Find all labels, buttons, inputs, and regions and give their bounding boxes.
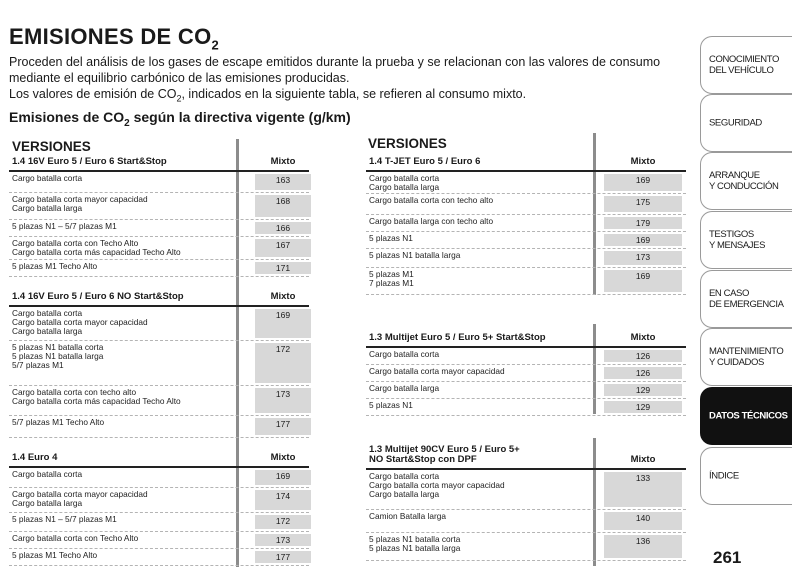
version-label: Cargo batalla larga <box>369 383 440 393</box>
version-label: Cargo batalla corta Cargo batalla corta mayor capacidad Cargo batalla larga <box>369 471 505 499</box>
version-label: 5 plazas N1 <box>369 233 413 243</box>
sidebar-tab-label: SEGURIDAD <box>709 117 762 129</box>
table-row <box>9 237 309 260</box>
co2-value: 163 <box>255 174 311 190</box>
version-label: Camion Batalla larga <box>369 511 447 521</box>
co2-value: 171 <box>255 262 311 274</box>
sidebar-tab-label: EN CASO DE EMERGENCIA <box>709 288 784 310</box>
table-row <box>366 249 686 268</box>
tab-indice[interactable] <box>700 447 792 505</box>
mixto-column-header: Mixto <box>270 156 296 167</box>
co2-value: 174 <box>255 490 311 510</box>
table-header <box>366 325 686 348</box>
version-label: 5/7 plazas M1 Techo Alto <box>12 417 105 427</box>
co2-value: 129 <box>604 384 682 396</box>
version-label: 5 plazas N1 – 5/7 plazas M1 <box>12 514 117 524</box>
table-row <box>366 510 686 533</box>
engine-version-name: 1.4 Euro 4 <box>12 452 58 463</box>
version-label: Cargo batalla corta <box>12 469 83 479</box>
table-row <box>9 386 309 416</box>
tab-datos-tecnicos[interactable] <box>700 387 792 445</box>
table-row <box>366 365 686 382</box>
emissions-table <box>9 287 309 438</box>
sidebar-tab-label: CONOCIMIENTO DEL VEHÍCULO <box>709 54 779 76</box>
mixto-column-header: Mixto <box>270 452 296 463</box>
table-row <box>366 215 686 232</box>
tab-mantenimiento-cuidados[interactable] <box>700 328 792 386</box>
co2-value: 133 <box>604 472 682 507</box>
version-label: Cargo batalla corta con Techo Alto <box>12 533 139 543</box>
table-row <box>9 468 309 488</box>
emissions-table <box>366 149 686 295</box>
page-number: 261 <box>713 548 742 567</box>
intro-text <box>9 54 699 107</box>
co2-value: 126 <box>604 367 682 379</box>
section-subtitle: Emisiones de $CO_2$ según la directiva vigente (g/km) <box>9 109 351 129</box>
co2-value: 129 <box>604 401 682 413</box>
co2-value: 172 <box>255 515 311 529</box>
version-label: Cargo batalla corta con techo alto <box>369 195 494 205</box>
tab-seguridad[interactable] <box>700 94 792 152</box>
sidebar-tab-label: ARRANQUE Y CONDUCCIÓN <box>709 170 779 192</box>
co2-value: 173 <box>255 388 311 413</box>
version-label: Cargo batalla corta <box>369 349 440 359</box>
table-row <box>9 549 309 566</box>
co2-value: 169 <box>255 470 311 485</box>
table-row <box>9 307 309 341</box>
sidebar-tab-label: DATOS TÉCNICOS <box>709 410 788 422</box>
table-header <box>366 149 686 172</box>
co2-value: 167 <box>255 239 311 257</box>
sidebar-tab-label: TESTIGOS Y MENSAJES <box>709 229 766 251</box>
co2-value: 169 <box>604 174 682 191</box>
version-label: 5 plazas N1 batalla corta 5 plazas N1 batalla larga <box>369 534 461 553</box>
table-row <box>366 533 686 561</box>
version-label: Cargo batalla corta mayor capacidad Cargo batalla larga <box>12 194 148 213</box>
co2-value: 169 <box>604 270 682 292</box>
intro-paragraph-1: Proceden del análisis de los gases de escape emitidos durante la prueba y se relacionan con las valores de consumo mediante el equilibrio carbónico de las emisiones producidas. <box>9 55 661 85</box>
table-row <box>366 348 686 365</box>
co2-value: 177 <box>255 551 311 563</box>
version-label: 5 plazas N1 batalla corta 5 plazas N1 batalla larga 5/7 plazas M1 <box>12 342 104 370</box>
table-row <box>366 172 686 194</box>
table-row <box>9 341 309 386</box>
version-label: Cargo batalla corta con techo alto Cargo batalla corta más capacidad Techo Alto <box>12 387 181 406</box>
co2-value: 168 <box>255 195 311 217</box>
table-row <box>9 513 309 532</box>
versiones-heading-left: VERSIONES <box>12 139 91 154</box>
engine-version-name: 1.4 16V Euro 5 / Euro 6 Start&Stop <box>12 156 167 167</box>
table-row <box>9 193 309 220</box>
table-row <box>9 416 309 438</box>
co2-value: 126 <box>604 350 682 362</box>
version-label: Cargo batalla corta <box>12 173 83 183</box>
table-row <box>366 382 686 399</box>
co2-value: 166 <box>255 222 311 234</box>
tab-arranque-conduccion[interactable] <box>700 152 792 210</box>
sidebar-tab-label: ÍNDICE <box>709 470 739 482</box>
version-label: Cargo batalla corta mayor capacidad Cargo batalla larga <box>12 489 148 508</box>
version-label: Cargo batalla corta Cargo batalla larga <box>369 173 440 192</box>
version-label: 5 plazas M1 Techo Alto <box>12 550 98 560</box>
engine-version-name: 1.3 Multijet Euro 5 / Euro 5+ Start&Stop <box>369 332 546 343</box>
co2-value: 175 <box>604 196 682 212</box>
co2-value: 172 <box>255 343 311 383</box>
table-row <box>366 470 686 510</box>
table-row <box>9 532 309 549</box>
table-row <box>9 220 309 237</box>
table-row <box>366 268 686 295</box>
co2-value: 179 <box>604 217 682 229</box>
co2-value: 177 <box>255 418 311 435</box>
version-label: Cargo batalla corta con Techo Alto Cargo batalla corta más capacidad Techo Alto <box>12 238 181 257</box>
page-title: EMISIONES DE $CO_2$ <box>9 24 220 53</box>
mixto-column-header: Mixto <box>630 332 656 343</box>
table-row <box>366 399 686 416</box>
version-label: 5 plazas M1 Techo Alto <box>12 261 98 271</box>
table-row <box>9 172 309 193</box>
mixto-column-header: Mixto <box>630 454 656 465</box>
emissions-table <box>9 445 309 566</box>
version-label: Cargo batalla corta Cargo batalla corta mayor capacidad Cargo batalla larga <box>12 308 148 336</box>
table-header <box>366 439 686 470</box>
co2-value: 169 <box>255 309 311 338</box>
table-header <box>9 152 309 172</box>
co2-value: 169 <box>604 234 682 246</box>
table-header <box>9 445 309 468</box>
co2-value: 173 <box>604 251 682 265</box>
table-row <box>9 488 309 513</box>
emissions-table <box>366 439 686 561</box>
tab-testigos-mensajes[interactable] <box>700 211 792 269</box>
table-row <box>366 194 686 215</box>
version-label: 5 plazas N1 <box>369 400 413 410</box>
version-label: 5 plazas M1 7 plazas M1 <box>369 269 414 288</box>
mixto-column-header: Mixto <box>630 156 656 167</box>
version-label: 5 plazas N1 – 5/7 plazas M1 <box>12 221 117 231</box>
versiones-heading-right: VERSIONES <box>368 136 447 151</box>
intro-paragraph-2: Los valores de emisión de $CO_2$, indicados en la siguiente tabla, se refieren al consumo mixto. <box>9 87 527 104</box>
table-row <box>366 232 686 249</box>
emissions-table <box>366 325 686 416</box>
sidebar-tab-label: MANTENIMIENTO Y CUIDADOS <box>709 346 784 368</box>
emissions-table <box>9 152 309 277</box>
version-label: 5 plazas N1 batalla larga <box>369 250 461 260</box>
version-label: Cargo batalla corta mayor capacidad <box>369 366 505 376</box>
co2-value: 140 <box>604 512 682 530</box>
version-label: Cargo batalla larga con techo alto <box>369 216 494 226</box>
engine-version-name: 1.3 Multijet 90CV Euro 5 / Euro 5+ NO Start&Stop con DPF <box>369 444 520 465</box>
tab-en-caso-emergencia[interactable] <box>700 270 792 328</box>
engine-version-name: 1.4 T-JET Euro 5 / Euro 6 <box>369 156 481 167</box>
table-row <box>9 260 309 277</box>
table-header <box>9 287 309 307</box>
engine-version-name: 1.4 16V Euro 5 / Euro 6 NO Start&Stop <box>12 291 184 302</box>
co2-value: 173 <box>255 534 311 546</box>
co2-value: 136 <box>604 535 682 558</box>
mixto-column-header: Mixto <box>270 291 296 302</box>
tab-conocimiento-vehiculo[interactable] <box>700 36 792 94</box>
